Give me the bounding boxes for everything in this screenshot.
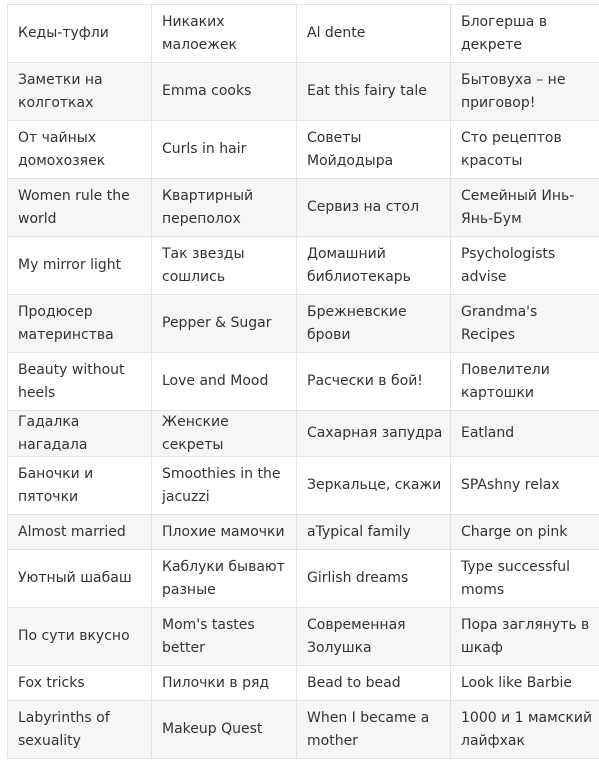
table-cell: Grandma's Recipes: [451, 295, 599, 353]
table-cell: Eatland: [451, 411, 599, 457]
table-cell: Type successful moms: [451, 550, 599, 608]
table-cell: Beauty without heels: [8, 353, 152, 411]
table-row: [8, 295, 599, 353]
table-cell: When I became a mother: [297, 701, 451, 759]
table-cell: Заметки на колготках: [8, 63, 152, 121]
table-row: [8, 457, 599, 515]
table-row: [8, 550, 599, 608]
table-row: [8, 608, 599, 666]
table-cell: Сто рецептов красоты: [451, 121, 599, 179]
table-row: [8, 701, 599, 759]
table-cell: Советы Мойдодыра: [297, 121, 451, 179]
table-cell: Сахарная запудра: [297, 411, 451, 457]
table-cell: Повелители картошки: [451, 353, 599, 411]
table-cell: SPAshny relax: [451, 457, 599, 515]
table-cell: Блогерша в декрете: [451, 5, 599, 63]
table-cell: Psychologists advise: [451, 237, 599, 295]
table-cell: Продюсер материнства: [8, 295, 152, 353]
table-cell: Almost married: [8, 515, 152, 550]
table-cell: 1000 и 1 мамский лайфхак: [451, 701, 599, 759]
table-cell: Charge on pink: [451, 515, 599, 550]
table-row: [8, 411, 599, 457]
table-cell: Пилочки в ряд: [152, 666, 297, 701]
table-cell: Smoothies in the jacuzzi: [152, 457, 297, 515]
table-cell: Расчески в бой!: [297, 353, 451, 411]
table-cell: Al dente: [297, 5, 451, 63]
table-cell: Женские секреты: [152, 411, 297, 457]
names-table: [7, 4, 599, 759]
table-cell: Mom's tastes better: [152, 608, 297, 666]
table-cell: My mirror light: [8, 237, 152, 295]
table-cell: Уютный шабаш: [8, 550, 152, 608]
table-cell: Кеды-туфли: [8, 5, 152, 63]
table-cell: Гадалка нагадала: [8, 411, 152, 457]
table-row: [8, 63, 599, 121]
table-cell: Семейный Инь-Янь-Бум: [451, 179, 599, 237]
table-row: [8, 179, 599, 237]
table-cell: Labyrinths of sexuality: [8, 701, 152, 759]
table-row: [8, 515, 599, 550]
table-cell: Look like Barbie: [451, 666, 599, 701]
table-cell: Women rule the world: [8, 179, 152, 237]
table-cell: Баночки и пяточки: [8, 457, 152, 515]
table-cell: Каблуки бывают разные: [152, 550, 297, 608]
table-cell: Emma cooks: [152, 63, 297, 121]
table-cell: Никаких малоежек: [152, 5, 297, 63]
table-cell: Плохие мамочки: [152, 515, 297, 550]
table-cell: Makeup Quest: [152, 701, 297, 759]
table-cell: Зеркальце, скажи: [297, 457, 451, 515]
table-cell: Современная Золушка: [297, 608, 451, 666]
table-cell: aTypical family: [297, 515, 451, 550]
table-row: [8, 237, 599, 295]
table-cell: Квартирный переполох: [152, 179, 297, 237]
table-cell: Girlish dreams: [297, 550, 451, 608]
table-cell: Fox tricks: [8, 666, 152, 701]
table-cell: Pepper & Sugar: [152, 295, 297, 353]
table-cell: Curls in hair: [152, 121, 297, 179]
table-cell: По сути вкусно: [8, 608, 152, 666]
table-cell: Сервиз на стол: [297, 179, 451, 237]
table-cell: Брежневские брови: [297, 295, 451, 353]
table-cell: Так звезды сошлись: [152, 237, 297, 295]
table-cell: Пора заглянуть в шкаф: [451, 608, 599, 666]
table-cell: Домашний библиотекарь: [297, 237, 451, 295]
table-cell: Eat this fairy tale: [297, 63, 451, 121]
table-row: [8, 5, 599, 63]
table-cell: От чайных домохозяек: [8, 121, 152, 179]
table-cell: Love and Mood: [152, 353, 297, 411]
table-row: [8, 353, 599, 411]
table-cell: Bead to bead: [297, 666, 451, 701]
table-row: [8, 666, 599, 701]
table-cell: Бытовуха – не приговор!: [451, 63, 599, 121]
table-row: [8, 121, 599, 179]
